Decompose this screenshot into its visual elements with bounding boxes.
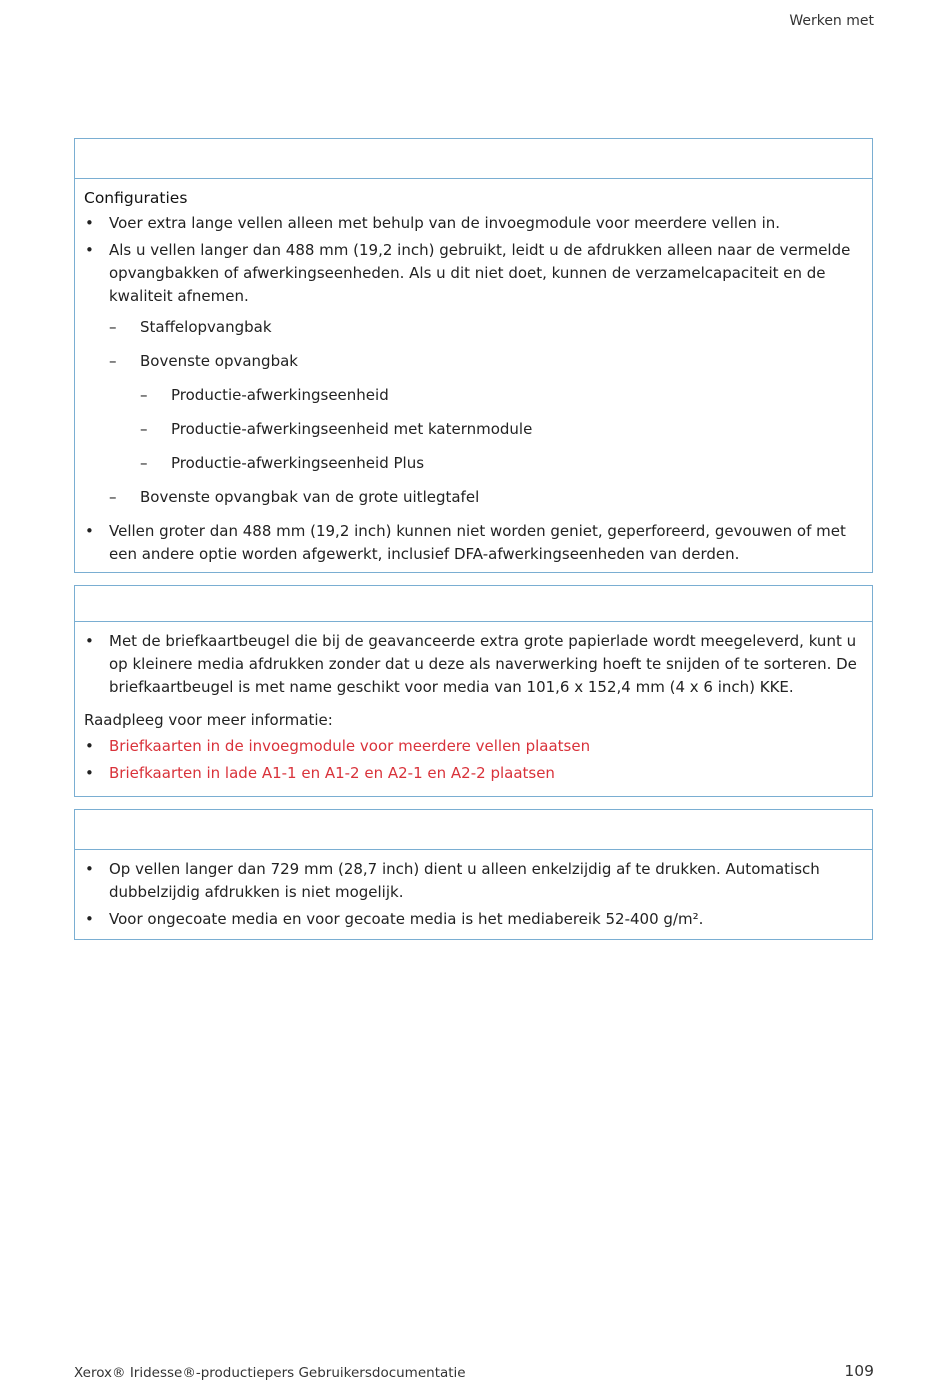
postcard-table (74, 585, 873, 797)
running-header: Werken met (789, 13, 874, 29)
sub-list-item: – Bovenste opvangbak (84, 350, 862, 373)
table-body (75, 622, 872, 795)
list-item: • Op vellen langer dan 729 mm (28,7 inch) dient u alleen enkelzijdig af te drukken. Automatisch dubbelzijdig afdrukken is niet mogelijk. (84, 858, 862, 904)
configurations-table (74, 138, 873, 573)
table-body (75, 850, 872, 941)
link-list (84, 735, 862, 785)
sub-sub-list-item: – Productie-afwerkingseenheid (84, 384, 862, 407)
link-postcards-trays[interactable]: • Briefkaarten in lade A1-1 en A1-2 en A2-1 en A2-2 plaatsen (84, 762, 862, 785)
sub-sub-list-item: – Productie-afwerkingseenheid Plus (84, 452, 862, 475)
table-body (75, 179, 872, 576)
list-item: • Voer extra lange vellen alleen met behulp van de invoegmodule voor meerdere vellen in. (84, 212, 862, 235)
footer-doc-title: Xerox® Iridesse®-productiepers Gebruikersdocumentatie (74, 1365, 466, 1381)
table-header-row (75, 139, 872, 179)
list-item: • Als u vellen langer dan 488 mm (19,2 inch) gebruikt, leidt u de afdrukken alleen naar de vermelde opvangbakken of afwerkingseenheden. Als u dit niet doet, kunnen de verzamelcapaciteit en de kwaliteit afnemen. (84, 239, 862, 308)
sub-list-item: – Bovenste opvangbak van de grote uitlegtafel (84, 486, 862, 509)
bullet-list (84, 212, 862, 566)
list-item: • Vellen groter dan 488 mm (19,2 inch) kunnen niet worden geniet, geperforeerd, gevouwen of met een andere optie worden afgewerkt, inclusief DFA-afwerkingseenheden van derden. (84, 520, 862, 566)
table-header-row (75, 586, 872, 622)
page-number: 109 (844, 1362, 874, 1380)
bullet-list (84, 630, 862, 699)
sub-list-item: – Staffelopvangbak (84, 316, 862, 339)
section-title: Configuraties (84, 189, 188, 207)
sub-sub-list-item: – Productie-afwerkingseenheid met katernmodule (84, 418, 862, 441)
link-postcards-bypass[interactable]: • Briefkaarten in de invoegmodule voor meerdere vellen plaatsen (84, 735, 862, 758)
more-info-text: Raadpleeg voor meer informatie: (84, 711, 333, 729)
table-header-row (75, 810, 872, 850)
media-table (74, 809, 873, 940)
list-item: • Voor ongecoate media en voor gecoate media is het mediabereik 52-400 g/m². (84, 908, 862, 931)
list-item: • Met de briefkaartbeugel die bij de geavanceerde extra grote papierlade wordt meegeleverd, kunt u op kleinere media afdrukken zonder dat u deze als naverwerking hoeft te snijden of te sorteren. De briefkaartbeugel is met name geschikt voor media van 101,6 x 152,4 mm (4 x 6 inch) KKE. (84, 630, 862, 699)
bullet-list (84, 858, 862, 931)
